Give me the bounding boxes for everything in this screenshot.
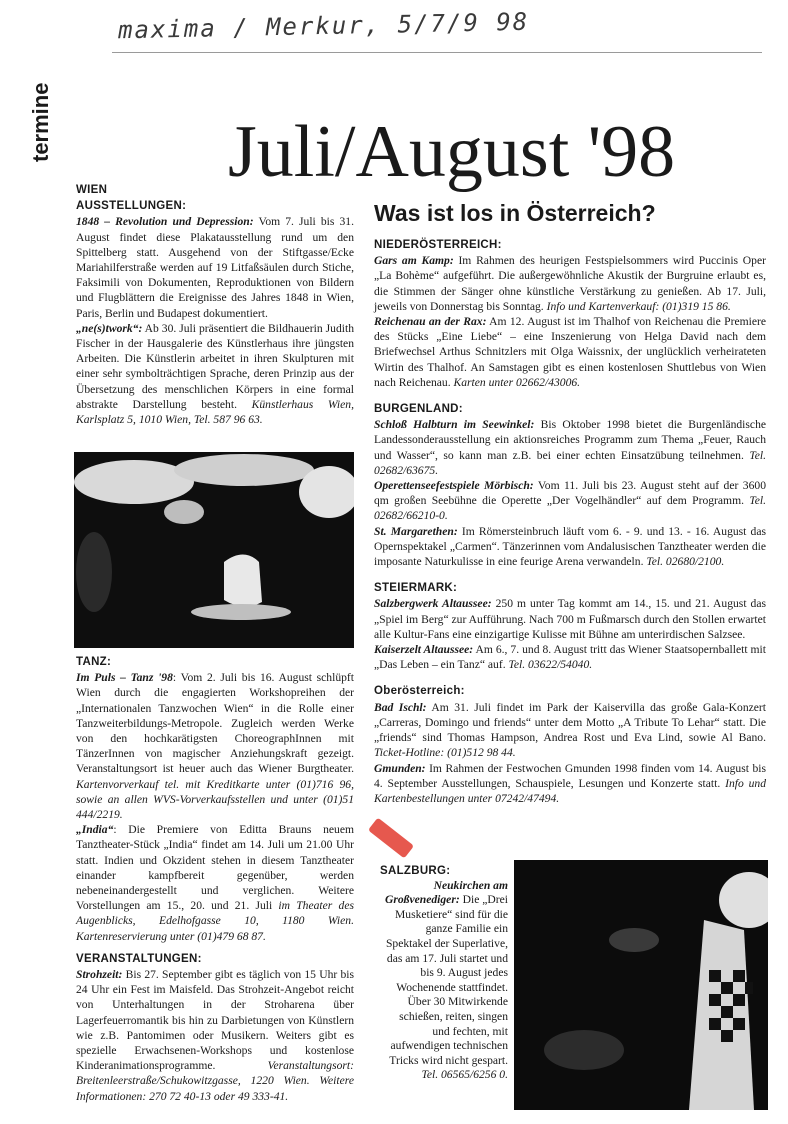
marker-stroke (368, 818, 414, 859)
event-text: Im Rahmen des heurigen Festspielsommers wird Puccinis Oper „La Bohème“ aufgeführt. Die außergewöhnliche Akustik der Burgruine erlaubt es, die Stimmen der Sänger ohne künstliche Verstärkung zu genießen. Ab 17. Juli, jeweils von Donnerstag bis Sonntag. (374, 254, 766, 313)
event-text: Bis 27. September gibt es täglich von 15 Uhr bis 24 Uhr ein Fest im Maisfeld. Das Strohzeit-Angebot reicht von Unterhaltungen in der Stroharena über Lagerfeuerromantik bis hin zu Darbietungen von Künstlern wie z.B. Pantomimen oder Musikern. Weiters gibt es spezielle Erwachsenen-Workshops und kostenlose Kinderanimationsprogramme. (76, 968, 354, 1073)
event-entry (374, 761, 766, 807)
event-title: Reichenau an der Rax: (374, 315, 487, 329)
left-column-bottom (76, 655, 354, 1104)
event-entry (374, 253, 766, 314)
event-entry (380, 879, 508, 1083)
header-rule (112, 52, 762, 53)
section-label-termine: termine (28, 82, 53, 162)
category-heading: TANZ: (76, 656, 112, 668)
event-text: Die „Drei Musketiere“ sind für die ganze Familie ein Spektakel der Superlative, das am 17. Juli startet und bis 9. August jedes Wochenende stattfindet. Über 30 Mitwirkende schießen, reiten, singen und fechten, mit aufwendigen technischen Tricks wird nicht gespart. (385, 893, 508, 1067)
event-title: „ne(s)twork“: (76, 321, 143, 335)
photo-musketeers (514, 860, 768, 1110)
event-title: Schloß Halbturn im Seewinkel: (374, 418, 535, 432)
event-entry (374, 642, 766, 672)
event-entry (374, 596, 766, 642)
event-title: Operettenseefestspiele Mörbisch: (374, 479, 534, 493)
event-info: Ticket-Hotline: (01)512 98 44. (374, 746, 516, 760)
event-info: Veranstaltungsort: Breitenleerstraße/Schukowitzgasse, 1220 Wien. Weitere Informationen: 270 72 40-13 oder 49 333-41. (76, 1059, 354, 1103)
event-entry (76, 214, 354, 320)
event-title: St. Margarethen: (374, 524, 458, 538)
region-heading: Oberösterreich: (374, 685, 465, 698)
category-heading: AUSSTELLUNGEN: (76, 200, 187, 213)
event-info: im Theater des Augenblicks, Edelhofgasse 10, 1180 Wien. Kartenreservierung unter (01)479 68 87. (76, 899, 354, 943)
event-text: Ab 30. Juli präsentiert die Bildhauerin Judith Fischer in der Hausgalerie des Künstlerhaus ihre jüngsten Arbeiten. Die Künstlerin arbeitet in ihren Skulpturen mit einer sehr symbolträchtigen Sprache, deren Prinzip aus der Übersetzung des menschlichen Körpers in eine formal abstrakte Darstellung besteht. (76, 321, 354, 411)
event-entry (374, 700, 766, 761)
region-heading: WIEN (76, 184, 108, 196)
region-heading: NIEDERÖSTERREICH: (374, 239, 502, 251)
event-text: Im Rahmen der Festwochen Gmunden 1998 finden vom 14. August bis 4. September Ausstellungen, Schauspiele, Lesungen und Konzerte statt. (374, 761, 766, 790)
event-text: Im Römersteinbruch läuft vom 6. - 9. und 13. - 16. August das Opernspektakel „Carmen“. Tänzerinnen vom Andalusischen Tanztheater werden die imposante Naturkulisse in eine feurige Arena verwandeln. (374, 524, 767, 569)
event-info: Kartenvorverkauf tel. mit Kreditkarte unter (01)716 96, sowie an allen WVS-Vorverkaufsstellen und unter (01)51 444/2219. (76, 777, 354, 822)
event-title: „India“ (76, 823, 114, 837)
page-subtitle: Was ist los in Österreich? (374, 200, 656, 226)
event-info: Tel. 02682/66210-0. (374, 494, 766, 523)
event-text: Vom 11. Juli bis 23. August steht auf der 3600 qm großen Seebühne die Operette „Der Vogelhändler“ auf dem Programm. (374, 479, 766, 508)
event-entry (374, 524, 766, 570)
event-title: Kaiserzelt Altaussee: (374, 643, 474, 657)
event-info: Künstlerhaus Wien, Karlsplatz 5, 1010 Wien, Tel. 587 96 63. (76, 397, 354, 427)
event-entry (374, 314, 766, 390)
event-title: Neukirchen am Großvenediger: (385, 878, 508, 907)
photo-dancers (74, 452, 354, 648)
event-title: Gars am Kamp: (374, 254, 454, 268)
event-text: : Die Premiere von Editta Brauns neuem Tanztheater-Stück „India“ findet am 14. Juli um 21.00 Uhr statt. Indien und Okzident stehen in diesem Tanztheater einander kampfbereit gegenüber, werden nebeneinandergestellt und verglichen. Weitere Vorstellungen am 15., 20. und 21. Juli (76, 823, 354, 913)
region-heading: STEIERMARK: (374, 582, 458, 595)
event-entry (374, 478, 766, 524)
event-info: Tel. 02682/63675. (374, 448, 766, 477)
event-entry (76, 967, 354, 1104)
event-text: 250 m unter Tag kommt am 14., 15. und 21. August das „Spiel im Berg“ zur Aufführung. Nach 700 m Fußmarsch durch den Stollen erwartet alle Kultur-Fans eine einzigartige Kulisse mit Bühne am unterirdischen Salzsee. (374, 597, 766, 641)
event-title: Gmunden: (374, 761, 426, 775)
event-entry (76, 822, 354, 944)
event-text: Am 6., 7. und 8. August tritt das Wiener Staatsopernballett mit „Das Leben – ein Tanz“ auf. (374, 643, 767, 672)
event-text: Bis Oktober 1998 bietet die Burgenländische Landessonderausstellung ein aktionsreiches Programm zum Thema „Feuer, Rauch und Wasser“, so kann man z.B. bei einer echten Einsatzübung teilnehmen. (374, 418, 767, 462)
event-text: : Vom 2. Juli bis 16. August schlüpft Wien durch die engagierten Workshopreihen der „Internationalen Tanzwochen Wien“ in die Rolle einer Tanzweiterbildungs-Metropole. Zugleich werden Werke von den hochkarätigsten ChoreographInnen mit TänzerInnen von magischer Anziehungskraft gezeigt. Veranstaltungsort ist heuer auch das Wiener Burgtheater. (76, 671, 354, 776)
event-title: Strohzeit: (76, 968, 123, 982)
region-heading: BURGENLAND: (374, 403, 463, 416)
region-heading: SALZBURG: (380, 865, 451, 877)
event-title: 1848 – Revolution und Depression: (76, 215, 254, 229)
event-title: Salzbergwerk Altaussee: (374, 597, 492, 611)
event-text: Vom 7. Juli bis 31. August findet diese Plakatausstellung rund um den Spittelberg statt. Ausgehend von der Stiftgasse/Ecke Mariahilferstraße werden auf 19 Litfaßsäulen durch Stiche, Faksimili von Dokumenten, Reproduktionen von Bildern und Flugblättern die Ereignisse des Jahres 1848 in Wien, Paris, Berlin und Budapest dokumentiert. (76, 215, 354, 320)
left-column-top (76, 183, 354, 427)
event-info: Tel. 03622/54040. (508, 658, 593, 672)
event-info: Info und Kartenverkauf: (01)319 15 86. (546, 299, 731, 313)
category-heading: VERANSTALTUNGEN: (76, 952, 202, 965)
event-entry (76, 670, 354, 822)
handwritten-note: maxima / Merkur, 5/7/9 98 (117, 7, 530, 45)
event-entry (374, 417, 766, 478)
right-column (374, 238, 766, 806)
event-text: Am 12. August ist im Thalhof von Reichenau die Premiere des Stücks „Eine Liebe“ – eine Inszenierung von Helga David nach dem Briefwechsel Arthus Schnitzlers mit Olga Waissnix, der unglücklich verheirateten Wirtin des Thalhof. An Samstagen gibt es einen kostenlosen Shuttlebus von Wien nach Reichenau. (374, 315, 766, 389)
event-info: Info und Kartenbestellungen unter 07242/47494. (374, 776, 767, 805)
event-title: Im Puls – Tanz '98 (76, 671, 173, 685)
event-entry (76, 321, 354, 427)
event-title: Bad Ischl: (374, 700, 427, 714)
event-info: Karten unter 02662/43006. (453, 375, 581, 389)
event-text: Am 31. Juli findet im Park der Kaiservilla das große Gala-Konzert „Carreras, Domingo und friends“ unter dem Motto „A Tribute To Lehar“ statt. Die „friends“ sind Thomas Hampson, Andrea Rost und Eva Lind, sowie Al Bano. (374, 700, 766, 745)
page-title: Juli/August '98 (228, 111, 676, 193)
photo-graphic (514, 860, 768, 1110)
salzburg-text (380, 864, 508, 1083)
photo-graphic (74, 452, 354, 648)
event-info: Tel. 02680/2100. (646, 555, 725, 569)
event-info: Tel. 06565/6256 0. (421, 1068, 508, 1082)
